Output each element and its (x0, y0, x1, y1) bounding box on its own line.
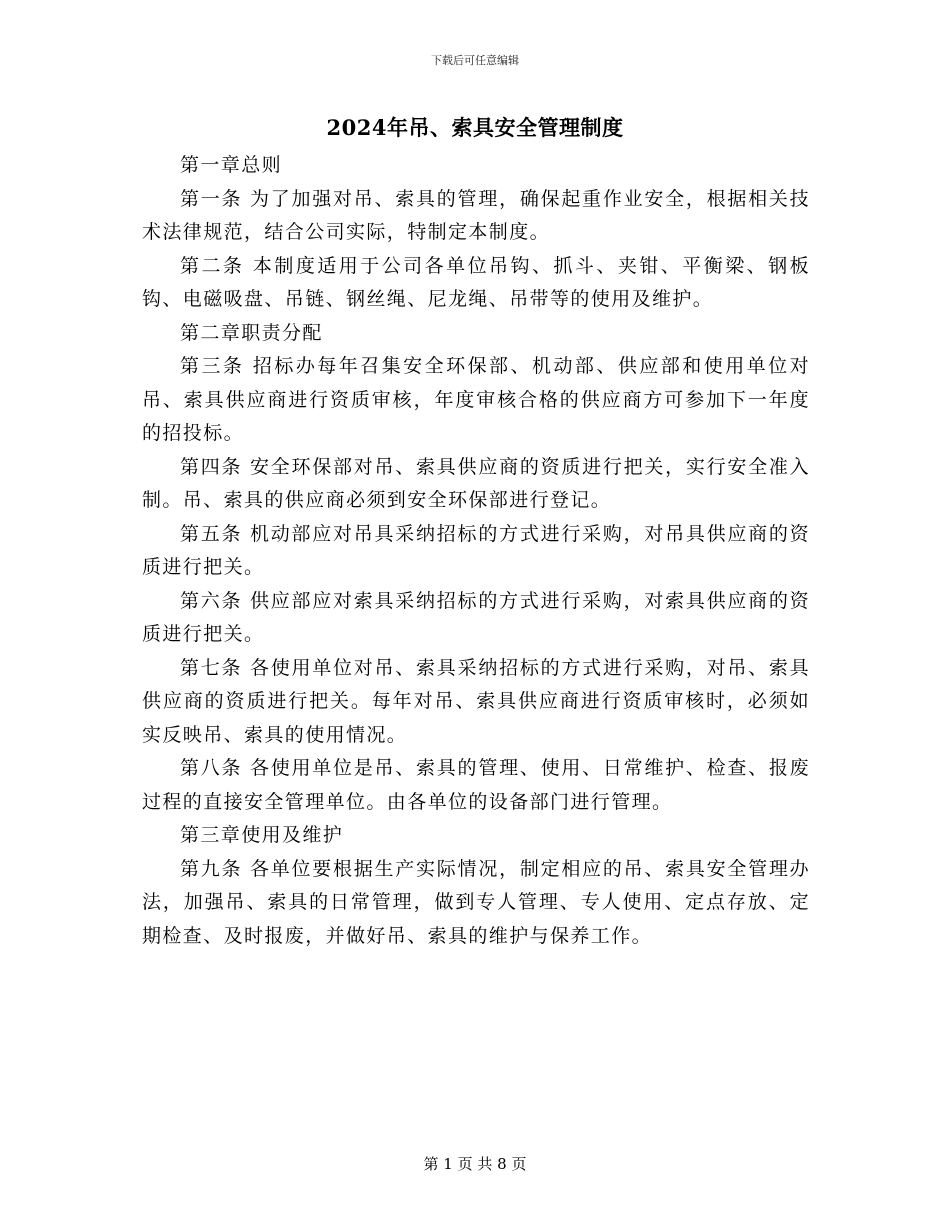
chapter-heading: 第三章使用及维护 (180, 824, 344, 846)
page-number-footer: 第 1 页 共 8 页 (423, 1155, 527, 1173)
document-body (142, 149, 810, 953)
article-paragraph: 第二条 本制度适用于公司各单位吊钩、抓斗、夹钳、平衡梁、钢板钩、电磁吸盘、吊链、钢丝绳、尼龙绳、吊带等的使用及维护。 (142, 254, 810, 310)
document-title: 2024年吊、索具安全管理制度 (326, 115, 624, 140)
article-paragraph: 第四条 安全环保部对吊、索具供应商的资质进行把关，实行安全准入制。吊、索具的供应商必须到安全环保部进行登记。 (142, 455, 810, 511)
article-paragraph: 第八条 各使用单位是吊、索具的管理、使用、日常维护、检查、报废过程的直接安全管理单位。由各单位的设备部门进行管理。 (142, 757, 810, 813)
article-paragraph: 第一条 为了加强对吊、索具的管理，确保起重作业安全，根据相关技术法律规范，结合公司实际，特制定本制度。 (142, 187, 810, 243)
article-paragraph: 第三条 招标办每年召集安全环保部、机动部、供应部和使用单位对吊、索具供应商进行资质审核，年度审核合格的供应商方可参加下一年度的招投标。 (142, 355, 810, 444)
chapter-heading: 第一章总则 (180, 154, 283, 176)
article-paragraph: 第九条 各单位要根据生产实际情况，制定相应的吊、索具安全管理办法，加强吊、索具的日常管理，做到专人管理、专人使用、定点存放、定期检查、及时报废，并做好吊、索具的维护与保养工作。 (142, 857, 810, 947)
article-paragraph: 第六条 供应部应对索具采纳招标的方式进行采购，对索具供应商的资质进行把关。 (142, 589, 810, 645)
article-paragraph: 第七条 各使用单位对吊、索具采纳招标的方式进行采购，对吊、索具供应商的资质进行把关。每年对吊、索具供应商进行资质审核时，必须如实反映吊、索具的使用情况。 (142, 656, 810, 746)
chapter-heading: 第二章职责分配 (180, 321, 323, 344)
page-header-note: 下载后可任意编辑 (431, 54, 519, 67)
article-paragraph: 第五条 机动部应对吊具采纳招标的方式进行采购，对吊具供应商的资质进行把关。 (142, 522, 810, 578)
